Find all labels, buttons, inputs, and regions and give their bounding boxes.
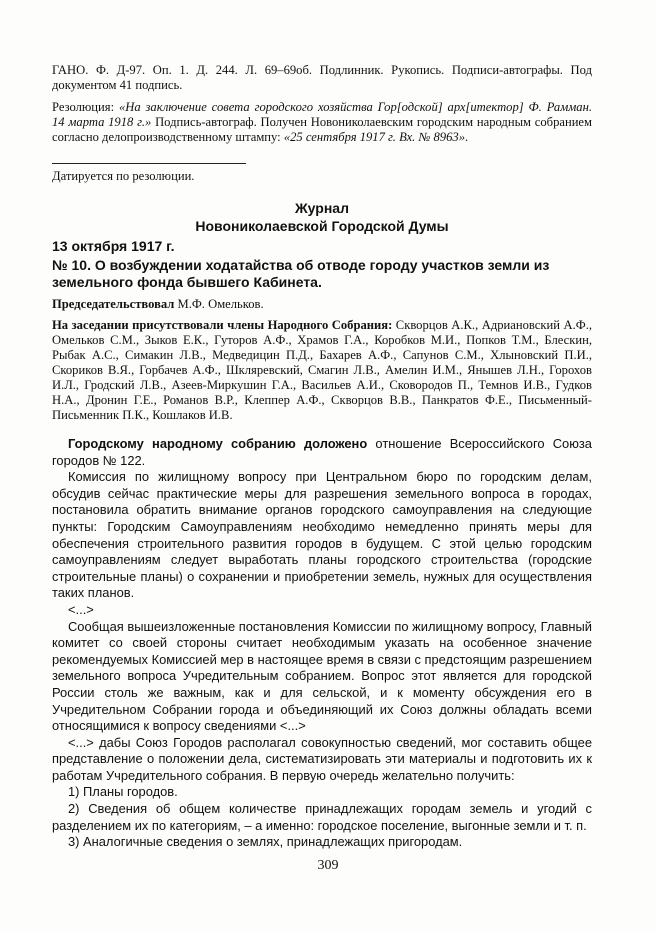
- ellipsis-line: <...>: [68, 601, 94, 617]
- resolution-note: [52, 100, 592, 145]
- list-item: 2) Сведения об общем количестве принадлежащих городам земель и угодий с разделением их по категориям, – а именно: городское поселение, выгонные земли и т. п.: [52, 801, 592, 833]
- attendees-list: Скворцов А.К., Адриановский А.Ф., Омельков С.М., Зыков Е.К., Гуторов А.Ф., Храмов Г.А., Коробков М.И., Попков Т.М., Блескин, Рыбак А.С., Симакин Л.В., Медведицин П.Д., Бахарев А.Ф., Сапунов С.М., Хлыновский П.И., Скориков В.Я., Горбачев А.Ф., Шкляревский, Смагин Л.В., Амелин И.М., Янышев Л.Н., Горохов И.Л., Гродский Л.В., Азеев-Миркушин Г.А., Васильев А.И., Сковородов П., Темнов И.В., Гудков Н.А., Дронин Г.Е., Романов В.Р., Клеппер А.Ф., Скворцов В.В., Панкратов Ф.Е., Письменный-Письменник П.К., Кошлаков И.В.: [52, 318, 592, 422]
- paragraph-union: <...> дабы Союз Городов располагал совокупностью сведений, мог составить общее представление о положении дела, систематизировать эти материалы и подготовить их к работам Учредительного собрания. В первую очередь желательно получить:: [52, 734, 592, 783]
- duma-title: Новониколаевской Городской Думы: [195, 218, 449, 234]
- resolution-stamp: «25 сентября 1917 г. Вх. № 8963»: [283, 130, 465, 144]
- chairman-label: Председательствовал: [52, 297, 175, 311]
- intro-rest: отношение Всероссийского Союза городов № 122.: [52, 436, 592, 468]
- list-item: 1) Планы городов.: [68, 784, 178, 800]
- paragraph-commission: Комиссия по жилищному вопросу при Центральном бюро по городским делам, обсудив сейчас практические меры для разрешения земельного вопроса в городах, постановила обратить внимание органов городского самоуправления на следующие пункты: Городским Самоуправлениям необходимо немедленно принять меры для обеспечения строительного развития городов в будущем. С этой целью городским самоуправлениям следует выработать планы городского строительства (городские строительные планы) о сохранении и приобретении земель, нужных для осуществления таких планов.: [52, 469, 592, 601]
- journal-title: Журнал: [295, 200, 349, 216]
- attendees-label: На заседании присутствовали члены Народного Собрания:: [52, 318, 393, 332]
- dating-note: Датируется по резолюции.: [52, 169, 195, 183]
- attendees-paragraph: [52, 318, 592, 423]
- document-date: 13 октября 1917 г.: [52, 238, 175, 254]
- document-heading: № 10. О возбуждении ходатайства об отводе городу участков земли из земельного фонда бывшего Кабинета.: [52, 257, 550, 290]
- resolution-receipt: Подпись-автограф. Получен Новониколаевским городским народным собранием согласно делопроизводственному штампу:: [52, 115, 592, 144]
- intro-paragraph: [52, 436, 592, 469]
- chairman-name: М.Ф. Омельков.: [174, 297, 264, 311]
- resolution-label: Резолюция:: [52, 100, 119, 114]
- intro-bold: Городскому народному собранию доложено: [68, 436, 368, 451]
- page-number: 309: [317, 858, 339, 873]
- list-item: 3) Аналогичные сведения о землях, принадлежащих пригородам.: [68, 834, 463, 850]
- chairman-line: [52, 297, 592, 312]
- archive-source-note: ГАНО. Ф. Д-97. Оп. 1. Д. 244. Л. 69–69об. Подлинник. Рукопись. Подписи-автографы. Под документом 41 подпись.: [52, 63, 592, 92]
- footnote-divider: [52, 163, 246, 164]
- document-body: [52, 436, 592, 851]
- resolution-end: .: [465, 130, 469, 144]
- paragraph-committee: Сообщая вышеизложенные постановления Комиссии по жилищному вопросу, Главный комитет со своей стороны считает необходимым указать на особенное значение рекомендуемых Комиссией мер в настоящее время в связи с предстоящим разрешением земельного вопроса Учредительным собранием. Вопрос этот является для городской России столь же важным, как и для сельской, и к моменту обсуждения его в Учредительном Собрании города и объединяющий их Союз должны обладать всеми относящимися к вопросу сведениями <...>: [52, 618, 592, 734]
- resolution-quote: «На заключение совета городского хозяйства Гор[одской] арх[итектор] Ф. Рамман. 14 марта 1918 г.»: [52, 100, 592, 129]
